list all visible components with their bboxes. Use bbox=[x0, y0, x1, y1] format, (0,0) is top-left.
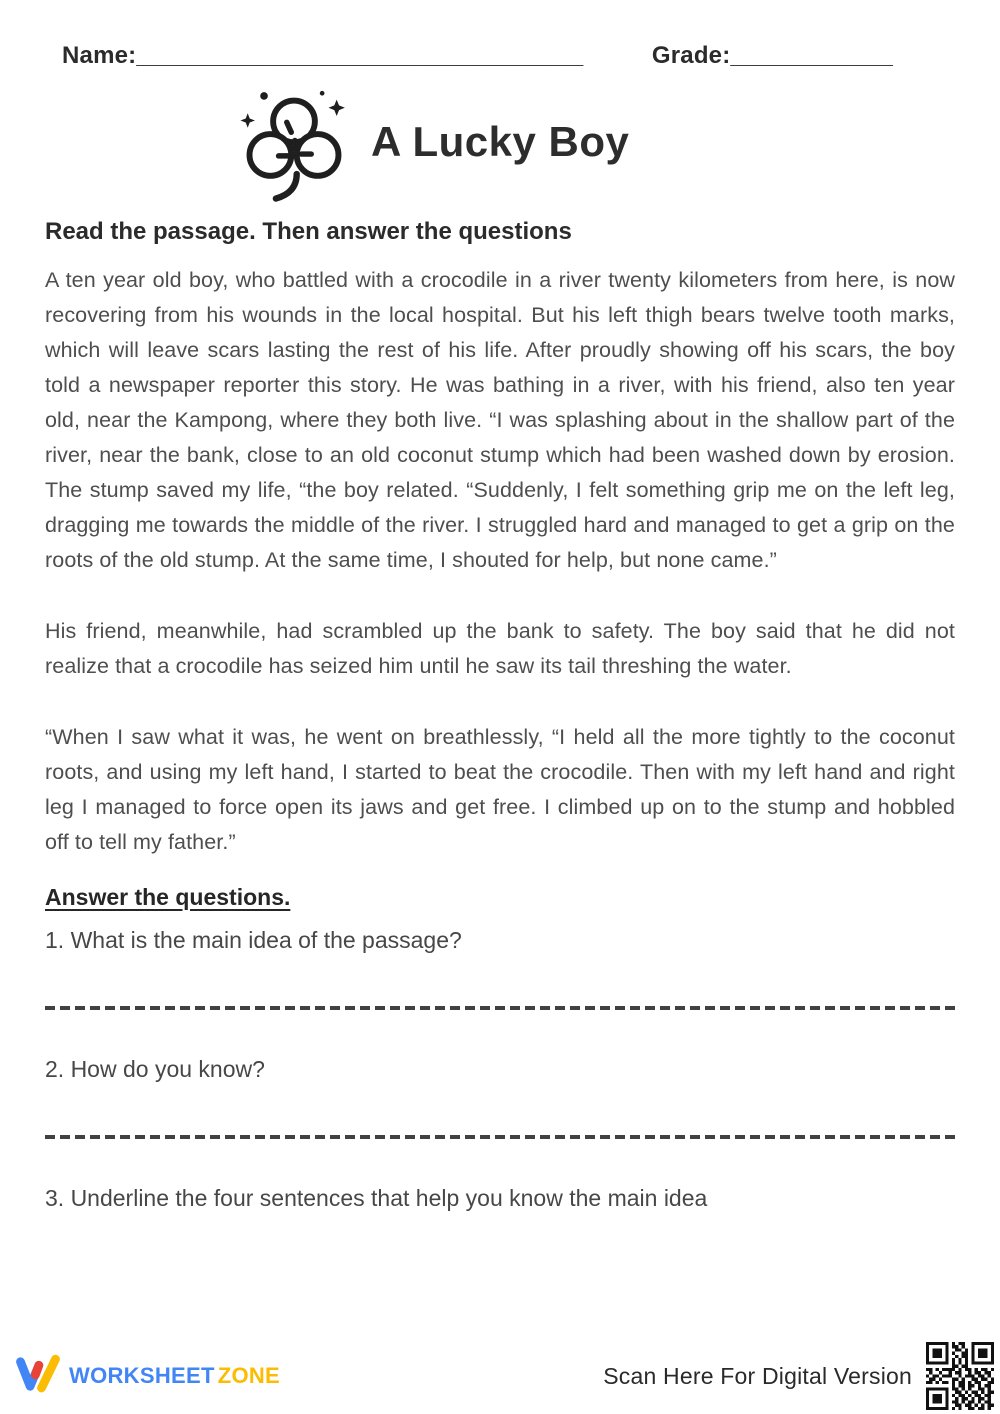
passage-paragraph-3: “When I saw what it was, he went on breathlessly, “I held all the more tightly to the coconut roots, and using my left hand, I started to beat the crocodile. Then with my left hand and right leg I managed to force open its jaws and get free. I climbed up on to the stump and hobbled off to tell my father.” bbox=[45, 725, 955, 854]
grade-blank-line: ____________ bbox=[730, 42, 893, 69]
page-title: A Lucky Boy bbox=[371, 118, 630, 165]
worksheetzone-logo bbox=[15, 1353, 280, 1400]
grade-field bbox=[652, 42, 893, 70]
question-1: 1. What is the main idea of the passage? bbox=[45, 927, 462, 953]
brand-text bbox=[69, 1363, 280, 1389]
question-3: 3. Underline the four sentences that help you know the main idea bbox=[45, 1185, 708, 1211]
name-field bbox=[62, 42, 583, 70]
name-label: Name: bbox=[62, 42, 137, 69]
brand-zone-label: ZONE bbox=[217, 1363, 281, 1388]
worksheetzone-w-icon bbox=[15, 1353, 61, 1400]
qr-code-icon bbox=[926, 1342, 994, 1410]
scan-here-text: Scan Here For Digital Version bbox=[603, 1362, 912, 1389]
footer bbox=[15, 1342, 994, 1410]
answer-line-1 bbox=[45, 1006, 955, 1010]
answer-line-2 bbox=[45, 1135, 955, 1139]
brand-worksheet-label: WORKSHEET bbox=[69, 1363, 215, 1388]
name-grade-row bbox=[45, 42, 955, 70]
grade-label: Grade: bbox=[651, 42, 731, 69]
name-blank-line: _________________________________ bbox=[136, 42, 584, 69]
clover-icon bbox=[235, 84, 353, 211]
passage-paragraph-2: His friend, meanwhile, had scrambled up the bank to safety. The boy said that he did not realize that a crocodile has seized him until he saw its tail threshing the water. bbox=[45, 619, 955, 678]
instruction-heading: Read the passage. Then answer the questions bbox=[45, 218, 572, 245]
title-row bbox=[235, 86, 955, 208]
passage-paragraph-1: A ten year old boy, who battled with a crocodile in a river twenty kilometers from here, is now recovering from his wounds in the local hospital. But his left thigh bears twelve tooth marks, which will leave scars lasting the rest of his life. After proudly showing off his scars, the boy told a newspaper reporter this story. He was bathing in a river, with his friend, also ten year old, near the Kampong, where they both live. “I was splashing about in the shallow part of the river, near the bank, close to an old coconut stump which had been washed down by erosion. The stump saved my life, “the boy related. “Suddenly, I felt something grip me on the left leg, dragging me towards the middle of the river. I struggled hard and managed to get a grip on the roots of the old stump. At the same time, I shouted for help, but none came.” bbox=[45, 268, 955, 572]
answer-questions-heading: Answer the questions. bbox=[45, 884, 291, 910]
question-2: 2. How do you know? bbox=[45, 1056, 265, 1082]
